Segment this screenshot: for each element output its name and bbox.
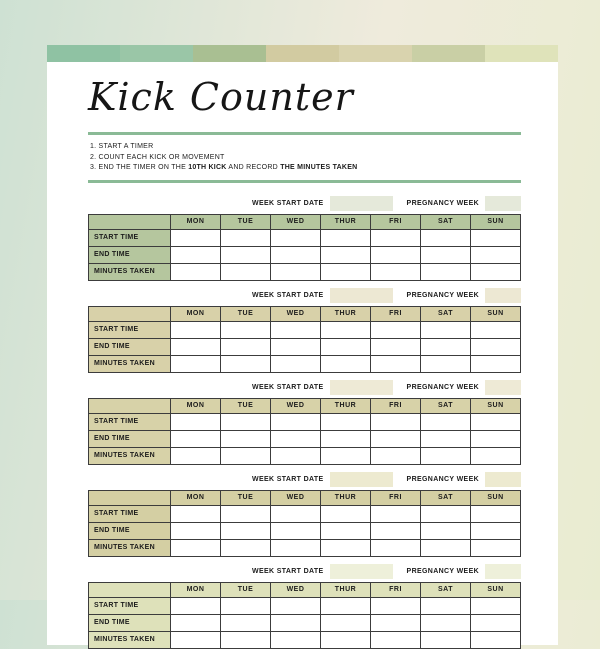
day-header-wed: WED — [271, 398, 321, 413]
entry-cell[interactable] — [421, 447, 471, 464]
entry-cell[interactable] — [271, 631, 321, 648]
day-header-sun: SUN — [471, 214, 521, 229]
entry-cell[interactable] — [171, 355, 221, 372]
day-header-mon: MON — [171, 490, 221, 505]
pregnancy-week-field[interactable] — [485, 196, 521, 211]
week-meta-row — [88, 472, 521, 487]
table-corner-cell — [89, 398, 171, 413]
entry-cell[interactable] — [271, 413, 321, 430]
kick-counter-table — [88, 214, 521, 281]
entry-cell[interactable] — [221, 229, 271, 246]
week-start-date-field[interactable] — [330, 380, 393, 395]
week-start-date-label: WEEK START DATE — [252, 199, 324, 207]
day-header-row — [89, 582, 521, 597]
day-header-wed: WED — [271, 490, 321, 505]
table-row — [89, 321, 521, 338]
entry-cell[interactable] — [221, 413, 271, 430]
entry-cell[interactable] — [471, 263, 521, 280]
day-header-sun: SUN — [471, 582, 521, 597]
day-header-mon: MON — [171, 306, 221, 321]
entry-cell[interactable] — [371, 614, 421, 631]
entry-cell[interactable] — [171, 614, 221, 631]
day-header-sat: SAT — [421, 490, 471, 505]
day-header-sat: SAT — [421, 214, 471, 229]
kick-counter-table — [88, 490, 521, 557]
week-start-date-label: WEEK START DATE — [252, 383, 324, 391]
entry-cell[interactable] — [271, 229, 321, 246]
entry-cell[interactable] — [471, 338, 521, 355]
entry-cell[interactable] — [371, 447, 421, 464]
entry-cell[interactable] — [471, 321, 521, 338]
banner-segment-6 — [412, 45, 485, 62]
entry-cell[interactable] — [221, 430, 271, 447]
entry-cell[interactable] — [321, 229, 371, 246]
table-corner-cell — [89, 306, 171, 321]
table-row — [89, 246, 521, 263]
row-label-end-time: END TIME — [89, 246, 171, 263]
entry-cell[interactable] — [221, 263, 271, 280]
day-header-sat: SAT — [421, 306, 471, 321]
entry-cell[interactable] — [271, 539, 321, 556]
entry-cell[interactable] — [321, 413, 371, 430]
entry-cell[interactable] — [271, 447, 321, 464]
pregnancy-week-label: PREGNANCY WEEK — [406, 383, 479, 391]
entry-cell[interactable] — [171, 522, 221, 539]
entry-cell[interactable] — [421, 539, 471, 556]
pregnancy-week-label: PREGNANCY WEEK — [406, 475, 479, 483]
pregnancy-week-field[interactable] — [485, 472, 521, 487]
entry-cell[interactable] — [421, 505, 471, 522]
row-label-minutes-taken: MINUTES TAKEN — [89, 539, 171, 556]
day-header-tue: TUE — [221, 214, 271, 229]
banner-segment-7 — [485, 45, 558, 62]
entry-cell[interactable] — [321, 338, 371, 355]
entry-cell[interactable] — [171, 263, 221, 280]
week-meta-row — [88, 380, 521, 395]
entry-cell[interactable] — [421, 614, 471, 631]
pregnancy-week-field[interactable] — [485, 288, 521, 303]
row-label-minutes-taken: MINUTES TAKEN — [89, 263, 171, 280]
entry-cell[interactable] — [371, 522, 421, 539]
entry-cell[interactable] — [371, 430, 421, 447]
table-row — [89, 522, 521, 539]
kick-counter-table — [88, 398, 521, 465]
entry-cell[interactable] — [321, 614, 371, 631]
table-row — [89, 614, 521, 631]
day-header-mon: MON — [171, 214, 221, 229]
entry-cell[interactable] — [371, 631, 421, 648]
instruction-step-3: 3. END THE TIMER ON THE 10TH KICK AND RECORD THE MINUTES TAKEN — [90, 164, 358, 171]
banner-segment-3 — [193, 45, 266, 62]
week-meta-row — [88, 288, 521, 303]
entry-cell[interactable] — [471, 246, 521, 263]
entry-cell[interactable] — [321, 355, 371, 372]
page-title: Kick Counter — [88, 75, 354, 119]
entry-cell[interactable] — [171, 631, 221, 648]
divider-line-top — [88, 132, 521, 135]
entry-cell[interactable] — [371, 321, 421, 338]
entry-cell[interactable] — [171, 321, 221, 338]
entry-cell[interactable] — [321, 522, 371, 539]
entry-cell[interactable] — [221, 338, 271, 355]
day-header-fri: FRI — [371, 214, 421, 229]
entry-cell[interactable] — [221, 522, 271, 539]
entry-cell[interactable] — [221, 447, 271, 464]
day-header-fri: FRI — [371, 398, 421, 413]
day-header-thur: THUR — [321, 214, 371, 229]
divider-line-bottom — [88, 180, 521, 183]
entry-cell[interactable] — [371, 229, 421, 246]
entry-cell[interactable] — [421, 631, 471, 648]
week-block-3 — [88, 380, 521, 465]
entry-cell[interactable] — [271, 597, 321, 614]
entry-cell[interactable] — [171, 338, 221, 355]
printable-page — [47, 45, 558, 645]
row-label-end-time: END TIME — [89, 614, 171, 631]
entry-cell[interactable] — [271, 430, 321, 447]
day-header-fri: FRI — [371, 490, 421, 505]
entry-cell[interactable] — [271, 263, 321, 280]
day-header-wed: WED — [271, 306, 321, 321]
pregnancy-week-label: PREGNANCY WEEK — [406, 291, 479, 299]
entry-cell[interactable] — [271, 338, 321, 355]
row-label-end-time: END TIME — [89, 522, 171, 539]
entry-cell[interactable] — [171, 505, 221, 522]
entry-cell[interactable] — [471, 447, 521, 464]
week-start-date-field[interactable] — [330, 196, 393, 211]
entry-cell[interactable] — [371, 539, 421, 556]
week-block-4 — [88, 472, 521, 557]
row-label-start-time: START TIME — [89, 597, 171, 614]
week-block-1 — [88, 196, 521, 281]
entry-cell[interactable] — [321, 430, 371, 447]
entry-cell[interactable] — [471, 355, 521, 372]
entry-cell[interactable] — [421, 522, 471, 539]
entry-cell[interactable] — [171, 539, 221, 556]
row-label-start-time: START TIME — [89, 505, 171, 522]
entry-cell[interactable] — [421, 229, 471, 246]
week-block-5 — [88, 564, 521, 649]
entry-cell[interactable] — [271, 505, 321, 522]
pregnancy-week-label: PREGNANCY WEEK — [406, 567, 479, 575]
day-header-fri: FRI — [371, 306, 421, 321]
entry-cell[interactable] — [321, 597, 371, 614]
banner-segment-1 — [47, 45, 120, 62]
week-start-date-field[interactable] — [330, 564, 393, 579]
entry-cell[interactable] — [471, 413, 521, 430]
entry-cell[interactable] — [171, 597, 221, 614]
entry-cell[interactable] — [221, 597, 271, 614]
page-content — [47, 74, 558, 649]
table-row — [89, 430, 521, 447]
table-corner-cell — [89, 214, 171, 229]
instruction-step-1: 1. START A TIMER — [90, 143, 154, 150]
entry-cell[interactable] — [271, 522, 321, 539]
table-corner-cell — [89, 582, 171, 597]
entry-cell[interactable] — [421, 355, 471, 372]
table-row — [89, 229, 521, 246]
row-label-end-time: END TIME — [89, 430, 171, 447]
day-header-sun: SUN — [471, 398, 521, 413]
day-header-thur: THUR — [321, 490, 371, 505]
week-meta-row — [88, 564, 521, 579]
entry-cell[interactable] — [471, 505, 521, 522]
entry-cell[interactable] — [171, 413, 221, 430]
entry-cell[interactable] — [471, 229, 521, 246]
entry-cell[interactable] — [471, 430, 521, 447]
row-label-start-time: START TIME — [89, 229, 171, 246]
entry-cell[interactable] — [471, 597, 521, 614]
week-meta-row — [88, 196, 521, 211]
entry-cell[interactable] — [471, 631, 521, 648]
pregnancy-week-label: PREGNANCY WEEK — [406, 199, 479, 207]
table-row — [89, 539, 521, 556]
row-label-minutes-taken: MINUTES TAKEN — [89, 447, 171, 464]
entry-cell[interactable] — [371, 505, 421, 522]
entry-cell[interactable] — [421, 338, 471, 355]
entry-cell[interactable] — [271, 246, 321, 263]
day-header-tue: TUE — [221, 398, 271, 413]
entry-cell[interactable] — [321, 263, 371, 280]
table-row — [89, 597, 521, 614]
table-row — [89, 338, 521, 355]
pregnancy-week-field[interactable] — [485, 380, 521, 395]
day-header-tue: TUE — [221, 306, 271, 321]
entry-cell[interactable] — [271, 321, 321, 338]
entry-cell[interactable] — [221, 355, 271, 372]
entry-cell[interactable] — [421, 430, 471, 447]
entry-cell[interactable] — [321, 631, 371, 648]
day-header-row — [89, 214, 521, 229]
week-start-date-label: WEEK START DATE — [252, 475, 324, 483]
day-header-thur: THUR — [321, 306, 371, 321]
day-header-thur: THUR — [321, 582, 371, 597]
day-header-sat: SAT — [421, 398, 471, 413]
entry-cell[interactable] — [371, 338, 421, 355]
entry-cell[interactable] — [321, 539, 371, 556]
entry-cell[interactable] — [321, 447, 371, 464]
entry-cell[interactable] — [171, 430, 221, 447]
week-start-date-label: WEEK START DATE — [252, 291, 324, 299]
table-row — [89, 355, 521, 372]
pregnancy-week-field[interactable] — [485, 564, 521, 579]
instructions — [90, 142, 521, 174]
entry-cell[interactable] — [321, 321, 371, 338]
table-corner-cell — [89, 490, 171, 505]
entry-cell[interactable] — [271, 355, 321, 372]
entry-cell[interactable] — [371, 263, 421, 280]
table-row — [89, 631, 521, 648]
instruction-step-2: 2. COUNT EACH KICK OR MOVEMENT — [90, 153, 225, 161]
table-row — [89, 413, 521, 430]
entry-cell[interactable] — [171, 229, 221, 246]
entry-cell[interactable] — [221, 505, 271, 522]
decorative-color-banner — [47, 45, 558, 62]
kick-counter-table — [88, 306, 521, 373]
day-header-mon: MON — [171, 398, 221, 413]
entry-cell[interactable] — [471, 522, 521, 539]
day-header-row — [89, 398, 521, 413]
entry-cell[interactable] — [371, 413, 421, 430]
entry-cell[interactable] — [321, 505, 371, 522]
banner-segment-5 — [339, 45, 412, 62]
week-blocks — [88, 196, 521, 649]
day-header-sun: SUN — [471, 490, 521, 505]
day-header-tue: TUE — [221, 582, 271, 597]
row-label-start-time: START TIME — [89, 413, 171, 430]
entry-cell[interactable] — [221, 539, 271, 556]
entry-cell[interactable] — [221, 631, 271, 648]
day-header-row — [89, 490, 521, 505]
entry-cell[interactable] — [421, 413, 471, 430]
entry-cell[interactable] — [471, 614, 521, 631]
banner-segment-4 — [266, 45, 339, 62]
kick-counter-table — [88, 582, 521, 649]
day-header-mon: MON — [171, 582, 221, 597]
entry-cell[interactable] — [371, 246, 421, 263]
entry-cell[interactable] — [471, 539, 521, 556]
day-header-fri: FRI — [371, 582, 421, 597]
day-header-thur: THUR — [321, 398, 371, 413]
day-header-sat: SAT — [421, 582, 471, 597]
day-header-sun: SUN — [471, 306, 521, 321]
week-start-date-label: WEEK START DATE — [252, 567, 324, 575]
entry-cell[interactable] — [171, 447, 221, 464]
entry-cell[interactable] — [321, 246, 371, 263]
day-header-row — [89, 306, 521, 321]
entry-cell[interactable] — [421, 597, 471, 614]
entry-cell[interactable] — [221, 321, 271, 338]
week-start-date-field[interactable] — [330, 288, 393, 303]
row-label-end-time: END TIME — [89, 338, 171, 355]
banner-segment-2 — [120, 45, 193, 62]
day-header-wed: WED — [271, 214, 321, 229]
table-row — [89, 447, 521, 464]
table-row — [89, 263, 521, 280]
day-header-tue: TUE — [221, 490, 271, 505]
entry-cell[interactable] — [371, 355, 421, 372]
entry-cell[interactable] — [221, 614, 271, 631]
table-row — [89, 505, 521, 522]
week-block-2 — [88, 288, 521, 373]
row-label-start-time: START TIME — [89, 321, 171, 338]
day-header-wed: WED — [271, 582, 321, 597]
row-label-minutes-taken: MINUTES TAKEN — [89, 355, 171, 372]
entry-cell[interactable] — [171, 246, 221, 263]
entry-cell[interactable] — [221, 246, 271, 263]
row-label-minutes-taken: MINUTES TAKEN — [89, 631, 171, 648]
entry-cell[interactable] — [371, 597, 421, 614]
entry-cell[interactable] — [421, 321, 471, 338]
entry-cell[interactable] — [271, 614, 321, 631]
entry-cell[interactable] — [421, 263, 471, 280]
entry-cell[interactable] — [421, 246, 471, 263]
week-start-date-field[interactable] — [330, 472, 393, 487]
